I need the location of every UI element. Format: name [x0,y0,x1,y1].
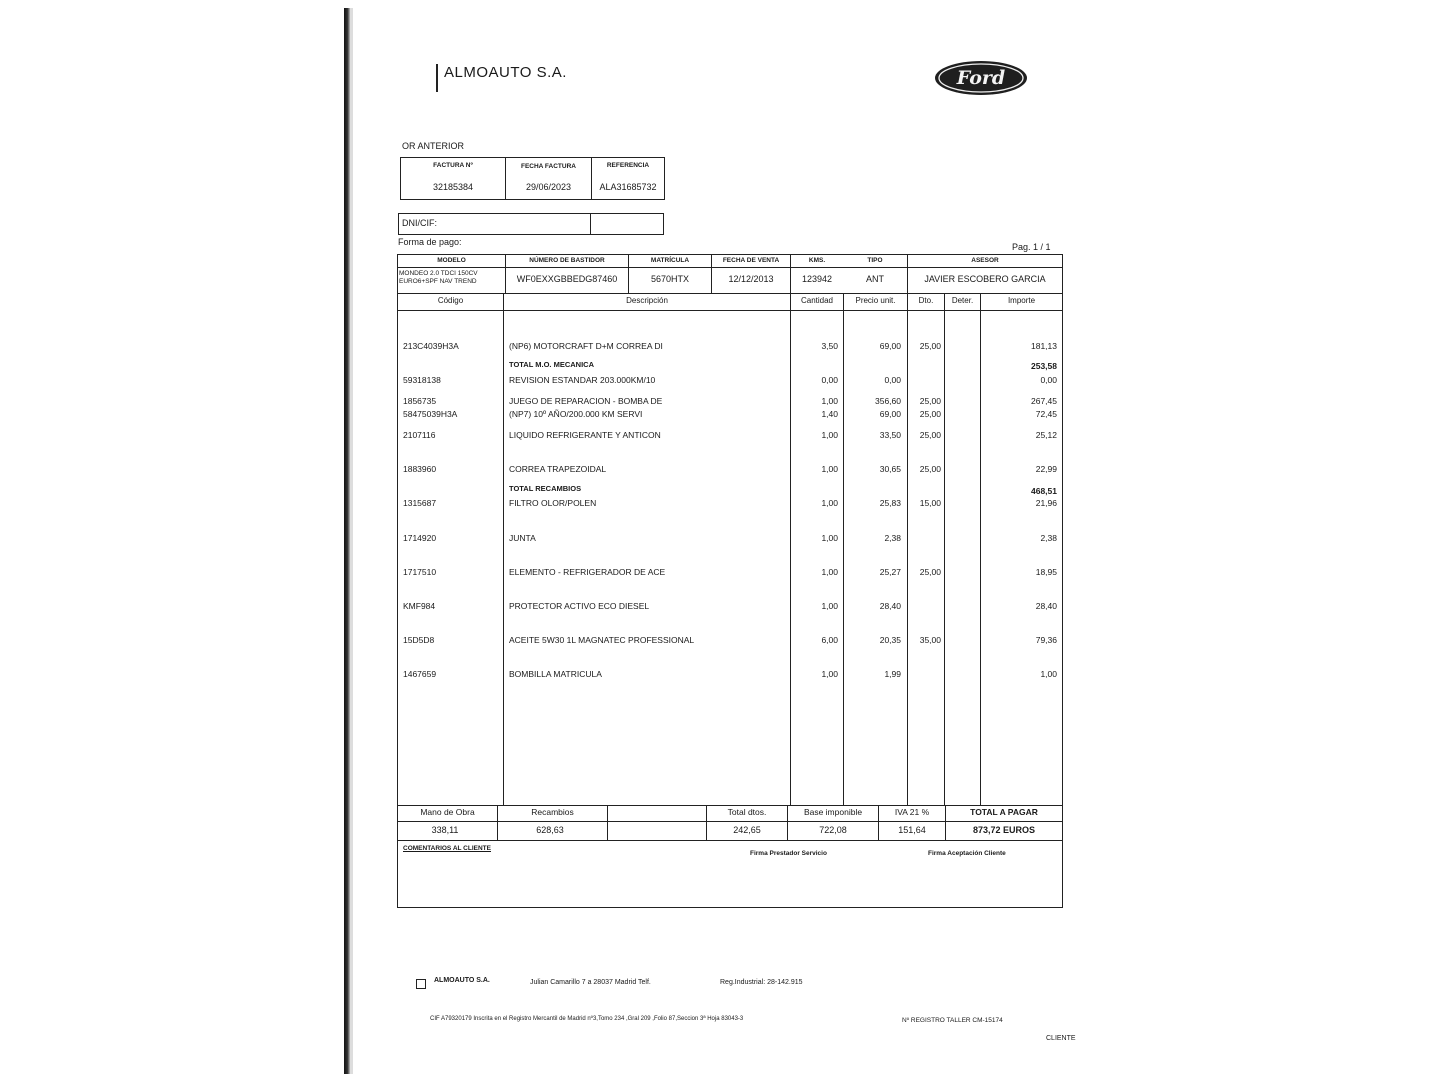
part-price: 28,40 [879,601,901,612]
type-label: TIPO [867,257,883,264]
parts-codes [403,373,436,692]
dni-label: DNI/CIF: [402,218,437,228]
part-amount: 2,38 [1040,532,1057,543]
part-price: 25,83 [879,498,901,509]
labour-quantity: 3,50 [821,340,838,351]
part-discount [908,669,941,680]
part-price: 356,60 [875,395,901,406]
part-amount: 25,12 [1035,430,1057,441]
plate-label: MATRÍCULA [650,257,690,264]
part-discount: 25,00 [919,566,941,577]
part-code: KMF984 [403,601,436,612]
labour-price: 69,00 [879,409,901,420]
part-code: 1883960 [403,464,437,475]
model-line-2: EURO6+SPF NAV TREND [399,277,477,285]
labour-total-label: TOTAL M.O. MECANICA [509,360,594,369]
labour-price: 0,00 [884,375,901,386]
labour-quantity: 0,00 [821,375,838,386]
part-amount: 21,96 [1035,498,1057,509]
part-quantity: 1,00 [821,532,838,543]
type-value: ANT [866,274,884,284]
labour-code: 59318138 [403,375,441,386]
tax-base-value: 722,08 [819,825,847,835]
discount-total-value: 242,65 [733,825,761,835]
parts-amounts [981,373,1057,692]
client-signature-label: Firma Aceptación Cliente [928,850,1006,857]
parts-total: 468,51 [1031,486,1057,496]
parts-descriptions [509,373,694,692]
part-price: 1,99 [884,669,901,680]
labour-code: 58475039H3A [403,409,458,420]
part-amount: 28,40 [1035,601,1057,612]
part-quantity: 1,00 [821,395,838,406]
divider [397,840,1063,841]
copy-label: CLIENTE [1046,1035,1076,1042]
parts-total-header: Recambios [531,807,574,817]
kms-value: 123942 [801,274,833,284]
footer-company: ALMOAUTO S.A. [434,977,490,984]
parts-quantities [791,373,838,692]
part-discount: 25,00 [919,464,941,475]
divider [397,310,1063,311]
labour-description: REVISION ESTANDAR 203.000KM/10 [509,375,656,386]
model-value [399,270,478,285]
labour-amount: 0,00 [1040,375,1057,386]
part-description: ACEITE 5W30 1L MAGNATEC PROFESSIONAL [509,635,695,646]
footer-workshop-reg: Nº REGISTRO TALLER CM-15174 [902,1017,1003,1024]
total-payable-header: TOTAL A PAGAR [970,807,1038,817]
part-amount: 267,45 [1031,395,1057,406]
kms-label: KMS. [808,257,826,264]
labour-discount: 25,00 [919,340,941,351]
part-description: FILTRO OLOR/POLEN [509,498,597,509]
previous-or-title: OR ANTERIOR [402,141,465,151]
discount-total-header: Total dtos. [727,807,767,817]
vin-value: WF0EXXGBBEDG87460 [516,274,618,284]
part-description: LIQUIDO REFRIGERANTE Y ANTICON [509,430,661,441]
code-header: Código [437,296,464,305]
advisor-label: ASESOR [971,257,999,264]
total-payable-value: 873,72 EUROS [972,825,1036,835]
part-quantity: 1,00 [821,430,838,441]
labour-price: 69,00 [879,340,901,351]
footer-registry: Reg.Industrial: 28-142.915 [720,979,803,986]
part-price: 2,38 [884,532,901,543]
tax-base-header: Base imponible [803,807,863,817]
part-code: 2107116 [403,430,436,441]
quantity-header: Cantidad [800,296,834,305]
divider [607,805,608,840]
labour-amount: 181,13 [1031,340,1057,351]
part-discount: 25,00 [919,430,941,441]
part-quantity: 1,00 [821,669,838,680]
part-amount: 1,00 [1040,669,1057,680]
part-description: CORREA TRAPEZOIDAL [509,464,607,475]
part-quantity: 1,00 [821,498,838,509]
discount-header: Dto. [918,296,934,305]
part-price: 33,50 [879,430,901,441]
part-price: 30,65 [879,464,901,475]
divider [590,213,591,235]
provider-signature-label: Firma Prestador Servicio [750,850,827,857]
part-description: BOMBILLA MATRICULA [509,669,602,680]
model-line-1: MONDEO 2.0 TDCI 150CV [399,270,478,277]
part-code: 15D5D8 [403,635,435,646]
part-discount: 35,00 [919,635,941,646]
part-code: 1467659 [403,669,437,680]
vat-value: 151,64 [898,825,926,835]
description-header: Descripción [626,296,668,305]
divider [503,293,504,805]
part-amount: 22,99 [1035,464,1057,475]
deter-header: Deter. [951,296,974,305]
divider [944,293,945,805]
labour-total-header: Mano de Obra [420,807,475,817]
part-amount: 18,95 [1035,566,1057,577]
part-code: 1315687 [403,498,437,509]
labour-total: 253,58 [1031,361,1057,371]
parts-total-value: 628,63 [536,825,564,835]
part-code: 1856735 [403,395,437,406]
parts-discounts [908,373,941,692]
part-code: 1717510 [403,566,437,577]
amount-header: Importe [1007,296,1036,305]
part-description: PROTECTOR ACTIVO ECO DIESEL [509,601,650,612]
advisor-value: JAVIER ESCOBERO GARCIA [924,274,1046,284]
part-code: 1714920 [403,532,437,543]
labour-discount: 25,00 [919,409,941,420]
client-comments-label: COMENTARIOS AL CLIENTE [403,845,491,852]
footer-legal: CIF A79320179 Inscrita en el Registro Mercantil de Madrid nº3,Tomo 234 ,Gral 209 ,Folio 87,Seccion 3ª Hoja 83043-3 [430,1016,744,1022]
part-description: JUEGO DE REPARACION - BOMBA DE [509,395,663,406]
parts-prices [844,373,901,692]
dni-box [398,213,664,235]
company-name: ALMOAUTO S.A. [436,64,567,92]
part-quantity: 1,00 [821,464,838,475]
reference: ALA31685732 [599,182,657,192]
divider [397,267,1063,268]
invoice-date-label: FECHA FACTURA [520,163,576,170]
invoice-number: 32185384 [432,182,474,192]
vin-label: NÚMERO DE BASTIDOR [529,257,605,264]
part-description: JUNTA [509,532,536,543]
ford-logo-icon [934,60,1028,96]
sale-date-label: FECHA DE VENTA [722,257,780,264]
model-label: MODELO [437,257,466,264]
labour-description: (NP7) 10º AÑO/200.000 KM SERVI [509,409,643,420]
part-discount [908,533,941,544]
part-description: ELEMENTO - REFRIGERADOR DE ACE [509,566,666,577]
divider [397,293,1063,294]
labour-total-value: 338,11 [431,825,459,835]
part-price: 25,27 [879,566,901,577]
invoice-date: 29/06/2023 [525,182,572,192]
part-quantity: 1,00 [821,566,838,577]
labour-amount: 72,45 [1035,409,1057,420]
vat-header: IVA 21 % [894,807,930,817]
labour-description: (NP6) MOTORCRAFT D+M CORREA DI [509,340,663,351]
page-number: Pag. 1 / 1 [1012,242,1051,252]
sale-date-value: 12/12/2013 [728,274,774,284]
labour-code: 213C4039H3A [403,340,459,351]
plate-value: 5670HTX [650,274,690,284]
reference-label: REFERENCIA [606,162,650,169]
page-edge [350,8,353,1074]
payment-label: Forma de pago: [398,237,462,247]
part-amount: 79,36 [1035,635,1057,646]
part-quantity: 1,00 [821,601,838,612]
part-price: 20,35 [879,635,901,646]
parts-total-label: TOTAL RECAMBIOS [509,484,582,493]
part-quantity: 6,00 [821,635,838,646]
invoice-number-label: FACTURA Nº [433,162,473,169]
part-discount: 15,00 [919,498,941,509]
unit-price-header: Precio unit. [855,296,896,305]
footer-address: Julian Camarillo 7 a 28037 Madrid Telf. [530,979,651,986]
part-discount [908,601,941,612]
checkbox-icon [416,979,426,989]
labour-quantity: 1,40 [821,409,838,420]
part-discount: 25,00 [919,395,941,406]
ford-logo-text: Ford [956,67,1006,89]
